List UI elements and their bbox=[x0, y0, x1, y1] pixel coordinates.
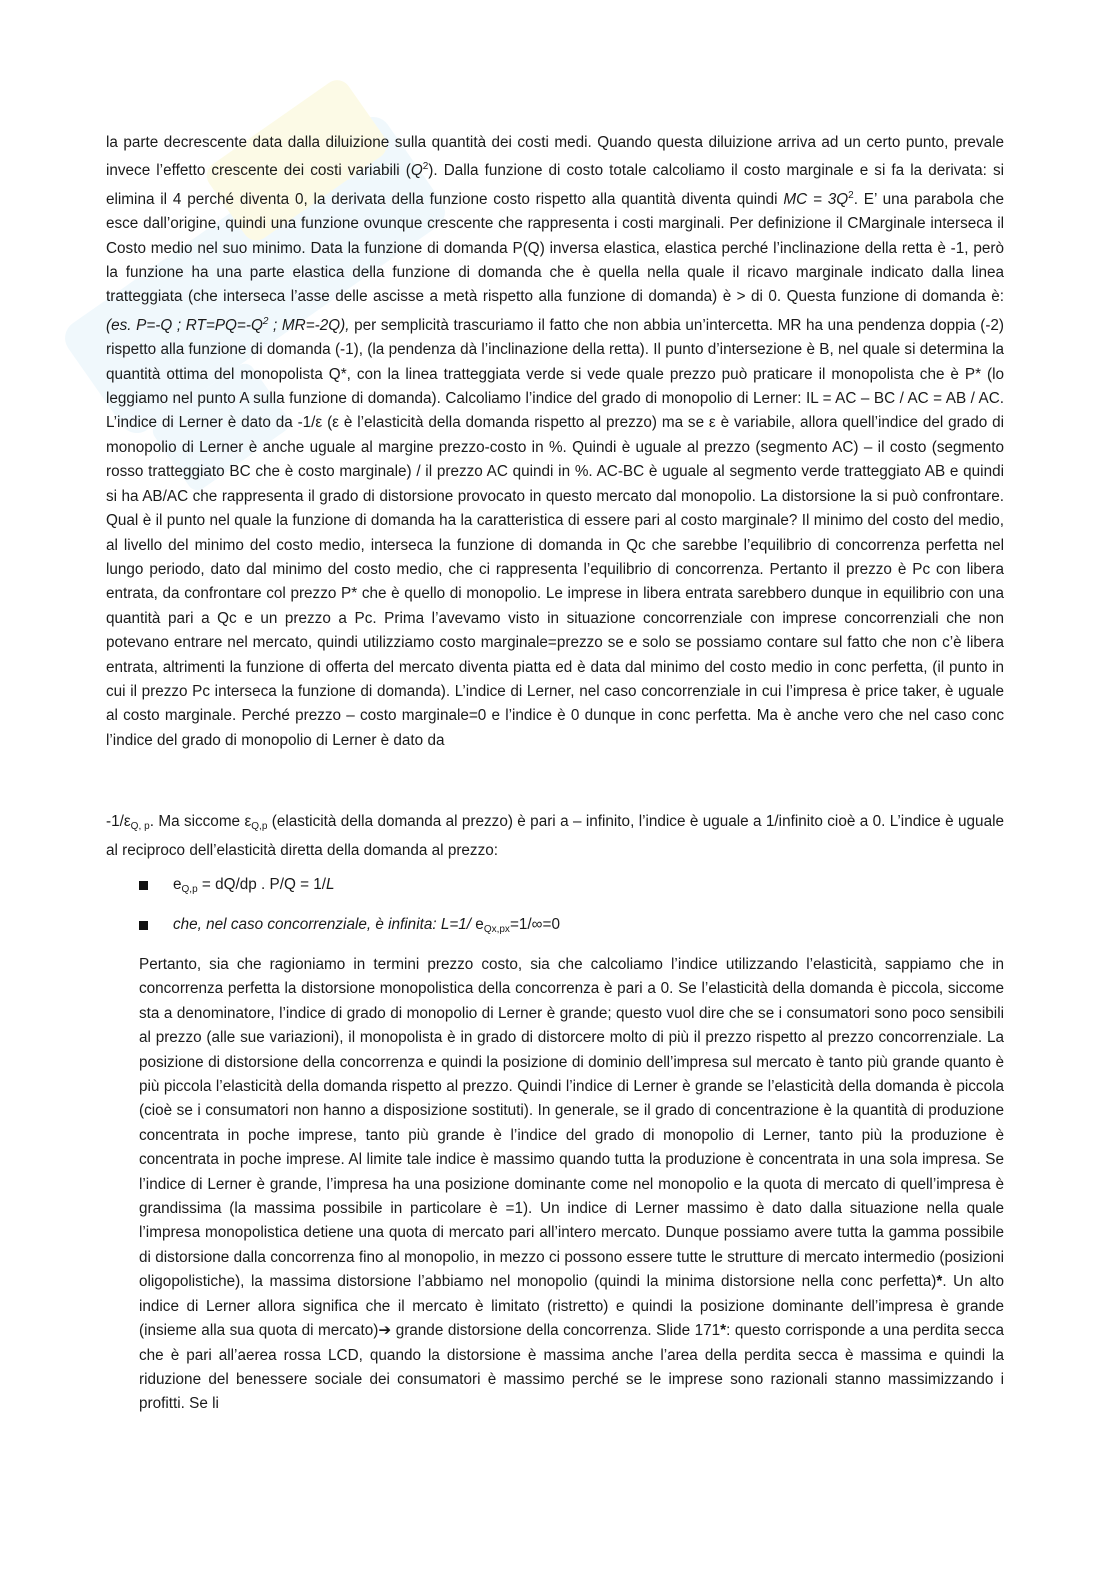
bullet-square-icon bbox=[139, 921, 148, 930]
paragraph-2: $-1/\varepsilon_{Q, p}$. Ma siccome $\varepsilon_{Q,p}$ (elasticità della domanda al prezzo) è pari a – infinito, l’indice è uguale a 1/infinito cioè a 0. L’indice è uguale al reciproco dell’elasticità diretta della domanda al prezzo: bbox=[106, 813, 1004, 860]
paragraph-1: la parte decrescente data dalla diluizione sulla quantità dei costi medi. Quando questa diluizione arriva ad un certo punto, prevale invece l’effetto crescente dei costi variabili $(Q^2)$. Dalla funzione di costo totale calcoliamo il costo marginale e si fa la derivata: si elimina il 4 perché diventa 0, la derivata della funzione costo rispetto alla quantità diventa quindi MC = $3Q^2$. E’ una parabola che esce dall’origine, quindi una funzione ovunque crescente che rappresenta i costi marginali. Per definizione il CMarginale interseca il Costo medio nel suo minimo. Data la funzione di domanda P(Q) inversa elastica, elastica perché l’inclinazione della retta è -1, però la funzione ha una parte elastica della funzione di domanda che è quella nella quale il ricavo marginale indicato dalla linea tratteggiata (che interseca l’asse delle ascisse a metà rispetto alla funzione di domanda) è > di 0. Questa funzione di domanda è: (es. P=-Q ; $RT=PQ=-Q^2$ ; MR=-2Q), per semplicità trascuriamo il fatto che non abbia un’intercetta. MR ha una pendenza doppia (-2) rispetto alla funzione di domanda (-1), (la pendenza dà l’inclinazione della retta). Il punto d’intersezione è B, nel quale si determina la quantità ottima del monopolista Q*, con la linea tratteggiata verde si vede quale prezzo può praticare il monopolista che è P* (lo leggiamo nel punto A sulla funzione di domanda). Calcoliamo l’indice del grado di monopolio di Lerner: IL = AC – BC / AC = AB / AC. L’indice di Lerner è dato da -1/ε (ε è l’elasticità della domanda rispetto al prezzo) ma se ε è variabile, allora quell’indice del grado di monopolio di Lerner è anche uguale al margine prezzo-costo in %. Quindi è uguale al prezzo (segmento AC) – il costo (segmento rosso tratteggiato BC che è costo marginale) / il prezzo AC quindi in %. AC-BC è uguale al segmento verde tratteggiato AB e quindi si ha AB/AC che rappresenta il grado di distorsione provocato in questo mercato dal monopolio. La distorsione la si può confrontare. Qual è il punto nel quale la funzione di domanda ha la caratteristica di essere pari al costo marginale? Il minimo del costo del medio, al livello del minimo del costo medio, interseca la funzione di domanda in Qc che sarebbe l’equilibrio di concorrenza perfetta nel lungo periodo, dato dal minimo del costo medio, che ci rappresenta l’equilibrio di concorrenza. Pertanto il prezzo è Pc con libera entrata, da confrontare col prezzo P* che è quello di monopolio. Le imprese in libera entrata sarebbero dunque in equilibrio con una quantità pari a Qc e un prezzo a Pc. Prima l’avevamo visto in situazione concorrenziale con imprese concorrenziali che non potevano entrare nel mercato, quindi utilizziamo costo marginale=prezzo se e solo se possiamo contare sul fatto che non c’è libera entrata, altrimenti la funzione di offerta del mercato diventa piatta ed è data dal minimo del costo medio in conc perfetta, (il punto in cui il prezzo Pc interseca la funzione di domanda). L’indice di Lerner, nel caso concorrenziale in cui l’impresa è price taker, è uguale al costo marginale. Perché prezzo – costo marginale=0 e l’indice è 0 dunque in conc perfetta. Ma è anche vero che nel caso conc l’indice del grado di monopolio di Lerner è dato da bbox=[106, 134, 1005, 749]
bullet-item-1 bbox=[139, 873, 1004, 897]
arrow-right-icon: ➔ bbox=[378, 1322, 392, 1340]
bullet-text: che, nel caso concorrenziale, è infinita: L=1/ $e_{Qx,px}=1/\infty=0$ bbox=[173, 916, 560, 935]
bullet-item-2 bbox=[139, 913, 1004, 937]
bullet-text: $e_{Q,p} = dQ/dp$ . P/Q = 1/L bbox=[173, 876, 335, 895]
paragraph-3: Pertanto, sia che ragioniamo in termini prezzo costo, sia che calcoliamo l’indice utilizzando l’elasticità, sappiamo che in concorrenza perfetta la distorsione monopolistica della concorrenza è pari a 0. Se l’elasticità della domanda è piccola, siccome sta a denominatore, l’indice di grado di monopolio di Lerner è grande; questo vuol dire che se i consumatori sono poco sensibili al prezzo (alle sue variazioni), il monopolista è in grado di distorcere molto di più il prezzo rispetto al prezzo concorrenziale. La posizione di distorsione della concorrenza e quindi la posizione di dominio dell’impresa sul mercato è tanto più grande quanto è più piccola l’elasticità della domanda rispetto al prezzo. Quindi l’indice di Lerner è grande se l’elasticità della domanda è piccola (cioè se i consumatori non hanno a disposizione sostituti). In generale, se il grado di concentrazione è la quantità di produzione concentrata in poche imprese, tanto più grande è l’indice del grado di monopolio di Lerner, tanto più la produzione è concentrata in poche imprese. Al limite tale indice è massimo quando tutta la produzione è concentrata in una sola impresa. Se l’indice di Lerner è grande, l’impresa ha una posizione dominante come nel monopolio e la quota di mercato di quell’impresa è grandissima (la massima possibile in particolare è =1). Un indice di Lerner massimo è dato dalla situazione nella quale l’impresa monopolistica detiene una quota di mercato pari all’intero mercato. Dunque possiamo avere tutta la gamma possibile di distorsione dalla concorrenza fino al monopolio, in mezzo ci possono essere tutte le strutture di mercato intermedio (posizioni oligopolistiche), la massima distorsione l’abbiamo nel monopolio (quindi la minima distorsione nella conc perfetta)*. Un alto indice di Lerner allora significa che il mercato è limitato (ristretto) e quindi la posizione dominante dell’impresa è grande (insieme alla sua quota di mercato)➔ grande distorsione della concorrenza. Slide 171*: questo corrisponde a una perdita secca che è pari all’aerea rossa LCD, quando la distorsione è massima anche l’area della perdita secca è massima e quindi la riduzione del benessere sociale dei consumatori è massimo perché se le imprese sono razionali stanno massimizzando i profitti. Se li bbox=[139, 956, 1004, 1413]
bullet-square-icon bbox=[139, 881, 148, 890]
